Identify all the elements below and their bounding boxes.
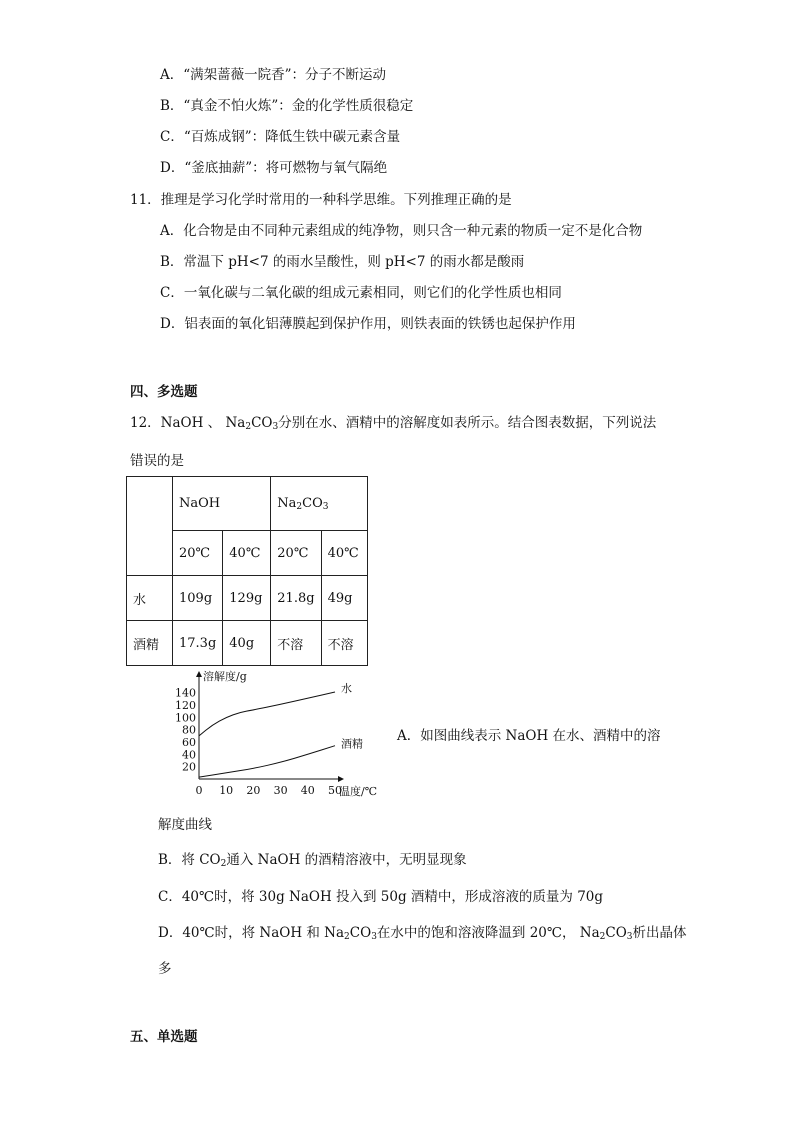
q11-option-c: C．一氧化碳与二氧化碳的组成元素相同，则它们的化学性质也相同 — [160, 285, 562, 301]
x-tick-label: 0 — [195, 784, 203, 797]
table-cell: 109g — [173, 576, 223, 621]
y-tick-label: 140 — [175, 686, 196, 700]
q12-option-a-cont: 解度曲线 — [158, 817, 212, 833]
x-tick-label: 30 — [273, 784, 288, 797]
y-tick-label: 80 — [182, 723, 196, 737]
q11-option-b: B．常温下 pH<7 的雨水呈酸性，则 pH<7 的雨水都是酸雨 — [160, 254, 525, 270]
section-title: 五、单选题 — [130, 1029, 198, 1045]
q11-option-d: D．铝表面的氧化铝薄膜起到保护作用，则铁表面的铁锈也起保护作用 — [160, 316, 576, 332]
table-cell: 129g — [223, 576, 271, 621]
q10-option-d: D．“釜底抽薪”：将可燃物与氧气隔绝 — [160, 160, 388, 176]
y-tick-label: 120 — [175, 698, 196, 712]
row-label: 水 — [127, 576, 173, 621]
table-cell: 不溶 — [321, 621, 367, 666]
temp-header: 20℃ — [271, 531, 321, 576]
q12-option-d: D．40℃时，将 NaOH 和 $Na_2CO_3$在水中的饱和溶液降温到 20℃， $Na_2CO_3$析出晶体 — [158, 925, 687, 942]
y-axis-label: 溶解度/g — [203, 670, 247, 683]
y-tick-label: 60 — [182, 735, 196, 749]
solubility-chart — [165, 666, 390, 806]
x-tick-label: 20 — [246, 784, 261, 797]
section-title: 四、多选题 — [130, 384, 198, 400]
table-cell: 40g — [223, 621, 271, 666]
x-tick-label: 50 — [328, 784, 342, 797]
y-tick-label: 100 — [175, 711, 196, 725]
temp-header: 40℃ — [223, 531, 271, 576]
series-label: 酒精 — [341, 737, 363, 751]
table-cell: 不溶 — [271, 621, 321, 666]
q12-option-b: B．将 $CO_2$通入 NaOH 的酒精溶液中，无明显现象 — [158, 852, 467, 869]
q10-option-a: A．“满架蔷薇一院香”：分子不断运动 — [160, 67, 387, 83]
table-row — [127, 621, 368, 666]
row-label: 酒精 — [127, 621, 173, 666]
x-axis-label: 温度/℃ — [339, 785, 378, 798]
solubility-table — [126, 476, 368, 666]
table-row — [127, 576, 368, 621]
table-cell: 17.3g — [173, 621, 223, 666]
q12-stem-line2: 错误的是 — [130, 453, 184, 469]
q12-stem: 12．NaOH 、 $Na_2CO_3$分别在水、酒精中的溶解度如表所示。结合图表数据，下列说法 — [130, 415, 657, 432]
temp-header: 20℃ — [173, 531, 223, 576]
table-cell: 21.8g — [271, 576, 321, 621]
series-line-1 — [199, 746, 335, 777]
q12-option-a: A．如图曲线表示 NaOH 在水、酒精中的溶 — [397, 728, 661, 744]
y-tick-label: 40 — [182, 748, 196, 762]
temp-header: 40℃ — [321, 531, 367, 576]
na2co3-header: $Na_2CO_3$ — [271, 477, 367, 531]
x-tick-label: 40 — [300, 784, 315, 797]
q12-option-c: C．40℃时，将 30g NaOH 投入到 50g 酒精中，形成溶液的质量为 70g — [158, 889, 604, 905]
q11-stem: 11．推理是学习化学时常用的一种科学思维。下列推理正确的是 — [130, 192, 512, 208]
q12-option-d-cont: 多 — [158, 961, 172, 977]
naoh-header: NaOH — [173, 477, 271, 531]
q10-option-c: C．“百炼成钢”：降低生铁中碳元素含量 — [160, 129, 401, 145]
table-corner — [127, 477, 173, 576]
y-tick-label: 20 — [182, 760, 196, 774]
q11-option-a: A．化合物是由不同种元素组成的纯净物，则只含一种元素的物质一定不是化合物 — [160, 223, 643, 239]
series-label: 水 — [341, 682, 352, 696]
series-line-0 — [199, 692, 335, 736]
x-tick-label: 10 — [219, 784, 234, 797]
q10-option-b: B．“真金不怕火炼”：金的化学性质很稳定 — [160, 98, 414, 114]
table-cell: 49g — [321, 576, 367, 621]
